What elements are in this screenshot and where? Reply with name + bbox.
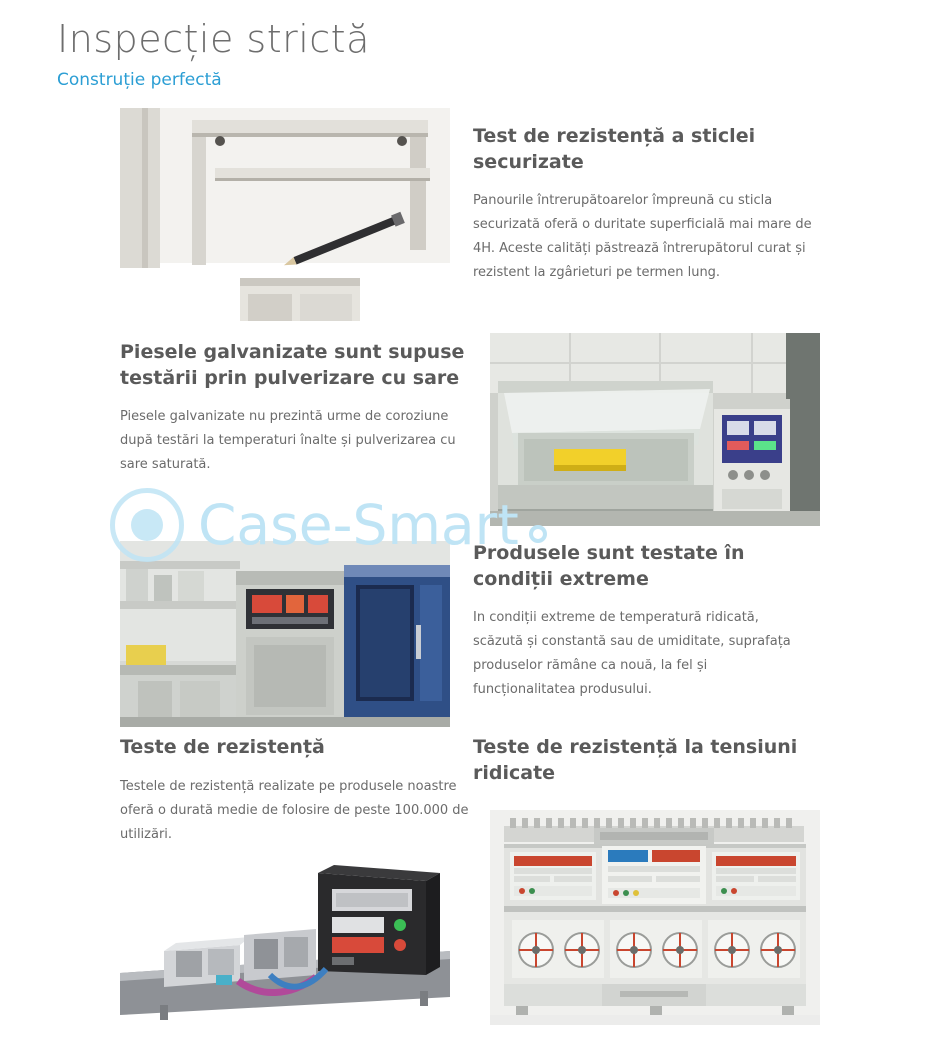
glass-test-image — [120, 108, 450, 321]
glass-test-body: Panourile întrerupătoarelor împreună cu sticla securizată oferă o duritate superficială mai mare de 4H. Aceste calități păstrează întrerupătorul curat și rezistent la zgârieturi pe termen lung. — [473, 193, 812, 281]
salt-spray-image — [490, 333, 820, 526]
endurance-title: Teste de rezistență — [120, 736, 325, 758]
salt-spray-body: Piesele galvanizate nu prezintă urme de coroziune după testări la temperaturi înalte și pulverizarea cu sare saturată. — [120, 409, 456, 473]
extreme-conditions-image — [120, 541, 450, 727]
glass-test-text-block — [473, 124, 813, 285]
page-header — [57, 18, 370, 90]
extreme-conditions-title: Produsele sunt testate în condiții extreme — [473, 542, 745, 590]
endurance-image — [120, 855, 450, 1020]
extreme-conditions-body: In condiții extreme de temperatură ridicată, scăzută și constantă sau de umiditate, suprafața produselor rămâne ca nouă, la fel și funcționalitatea produsului. — [473, 610, 791, 698]
page-title: Inspecție strictă — [57, 17, 370, 61]
endurance-text-block — [120, 735, 475, 847]
watermark-text: Case-Smart — [198, 493, 519, 557]
endurance-body: Testele de rezistență realizate pe produsele noastre oferă o durată medie de folosire de peste 100.000 de utilizări. — [120, 778, 469, 842]
salt-spray-title: Piesele galvanizate sunt supuse testării prin pulverizare cu sare — [120, 341, 465, 389]
glass-test-title: Test de rezistență a sticlei securizate — [473, 125, 756, 173]
high-voltage-text-block — [473, 735, 813, 800]
salt-spray-text-block — [120, 340, 480, 477]
page-subtitle: Construție perfectă — [57, 69, 222, 90]
high-voltage-image — [490, 810, 820, 1025]
extreme-conditions-text-block — [473, 541, 813, 702]
high-voltage-title: Teste de rezistență la tensiuni ridicate — [473, 736, 798, 784]
